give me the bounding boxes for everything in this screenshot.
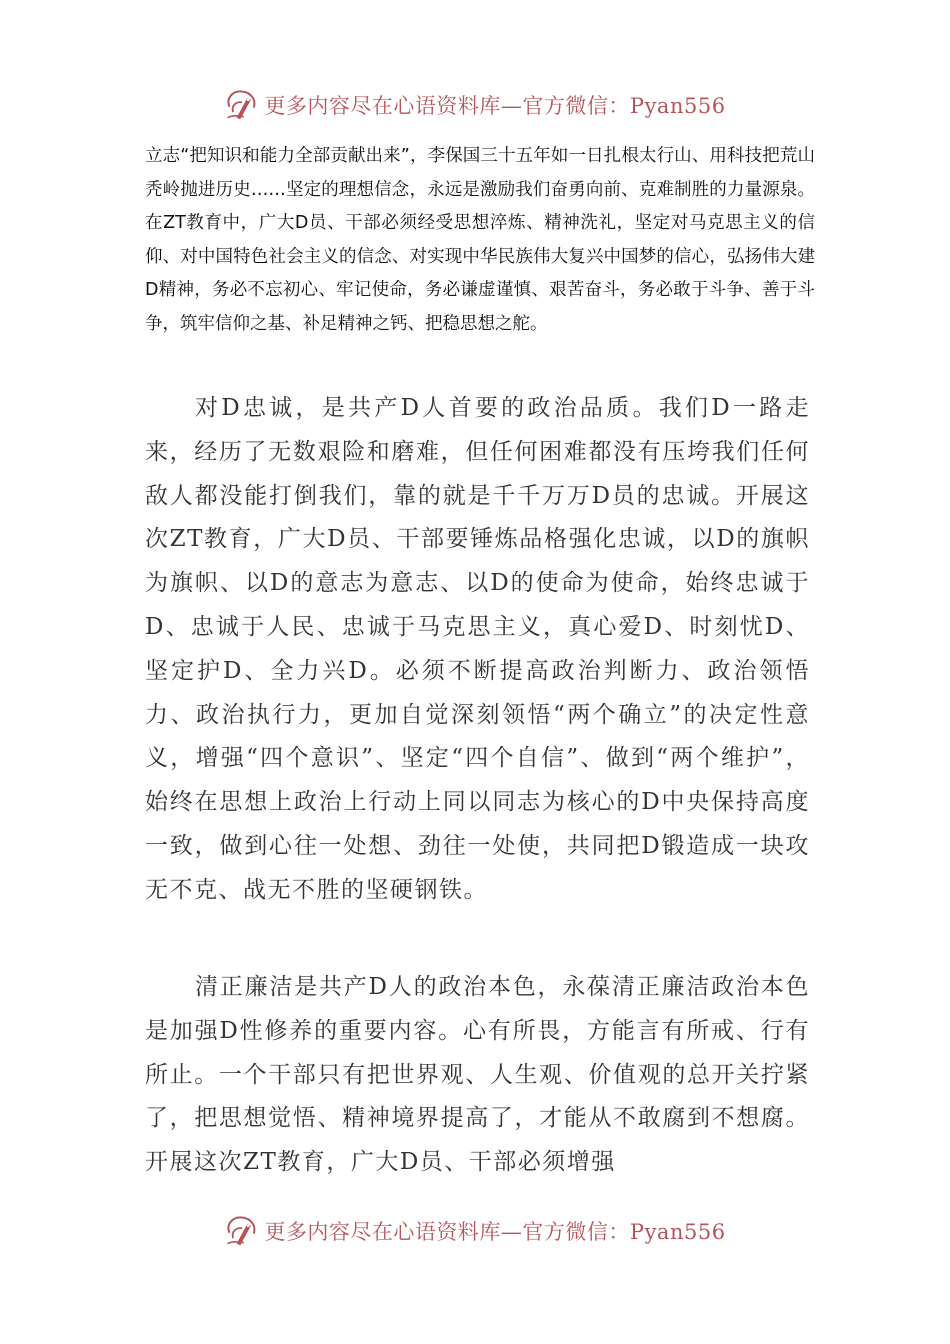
footer-watermark [0,1206,950,1256]
body-paragraph-3: 清正廉洁是共产D人的政治本色，永葆清正廉洁政治本色是加强D性修养的重要内容。心有所畏，方能言有所戒、行有所止。一个干部只有把世界观、人生观、价值观的总开关拧紧了，把思想觉悟、精神境界提高了，才能从不敢腐到不想腐。开展这次ZT教育，广大D员、干部必须增强 [145,974,810,1176]
body-paragraph-2: 对D忠诚，是共产D人首要的政治品质。我们D一路走来，经历了无数艰险和磨难，但任何困难都没有压垮我们任何敌人都没能打倒我们，靠的就是千千万万D员的忠诚。开展这次ZT教育，广大D员、干部要锤炼品格强化忠诚，以D的旗帜为旗帜、以D的意志为意志、以D的使命为使命，始终忠诚于D、忠诚于人民、忠诚于马克思主义，真心爱D、时刻忧D、坚定护D、全力兴D。必须不断提高政治判断力、政治领悟力、政治执行力，更加自觉深刻领悟“两个确立”的决定性意义，增强“四个意识”、坚定“四个自信”、做到“两个维护”，始终在思想上政治上行动上同以同志为核心的D中央保持高度一致，做到心往一处想、劲往一处使，共同把D锻造成一块攻无不克、战无不胜的坚硬钢铁。 [145,395,810,903]
body-paragraph-1: 立志“把知识和能力全部贡献出来”，李保国三十五年如一日扎根太行山、用科技把荒山秃岭抛进历史……坚定的理想信念，永远是激励我们奋勇向前、克难制胜的力量源泉。在ZT教育中，广大D员、干部必须经受思想淬炼、精神洗礼，坚定对马克思主义的信仰、对中国特色社会主义的信念、对实现中华民族伟大复兴中国梦的信心，弘扬伟大建D精神，务必不忘初心、牢记使命，务必谦虚谨慎、艰苦奋斗，务必敢于斗争、善于斗争，筑牢信仰之基、补足精神之钙、把稳思想之舵。 [145,146,815,334]
pen-nib-logo-icon [224,1213,260,1249]
watermark-text: 更多内容尽在心语资料库—官方微信：Pyan556 [264,1220,726,1244]
pen-nib-logo-icon [224,87,260,123]
header-watermark [0,80,950,130]
watermark-text: 更多内容尽在心语资料库—官方微信：Pyan556 [264,94,726,118]
